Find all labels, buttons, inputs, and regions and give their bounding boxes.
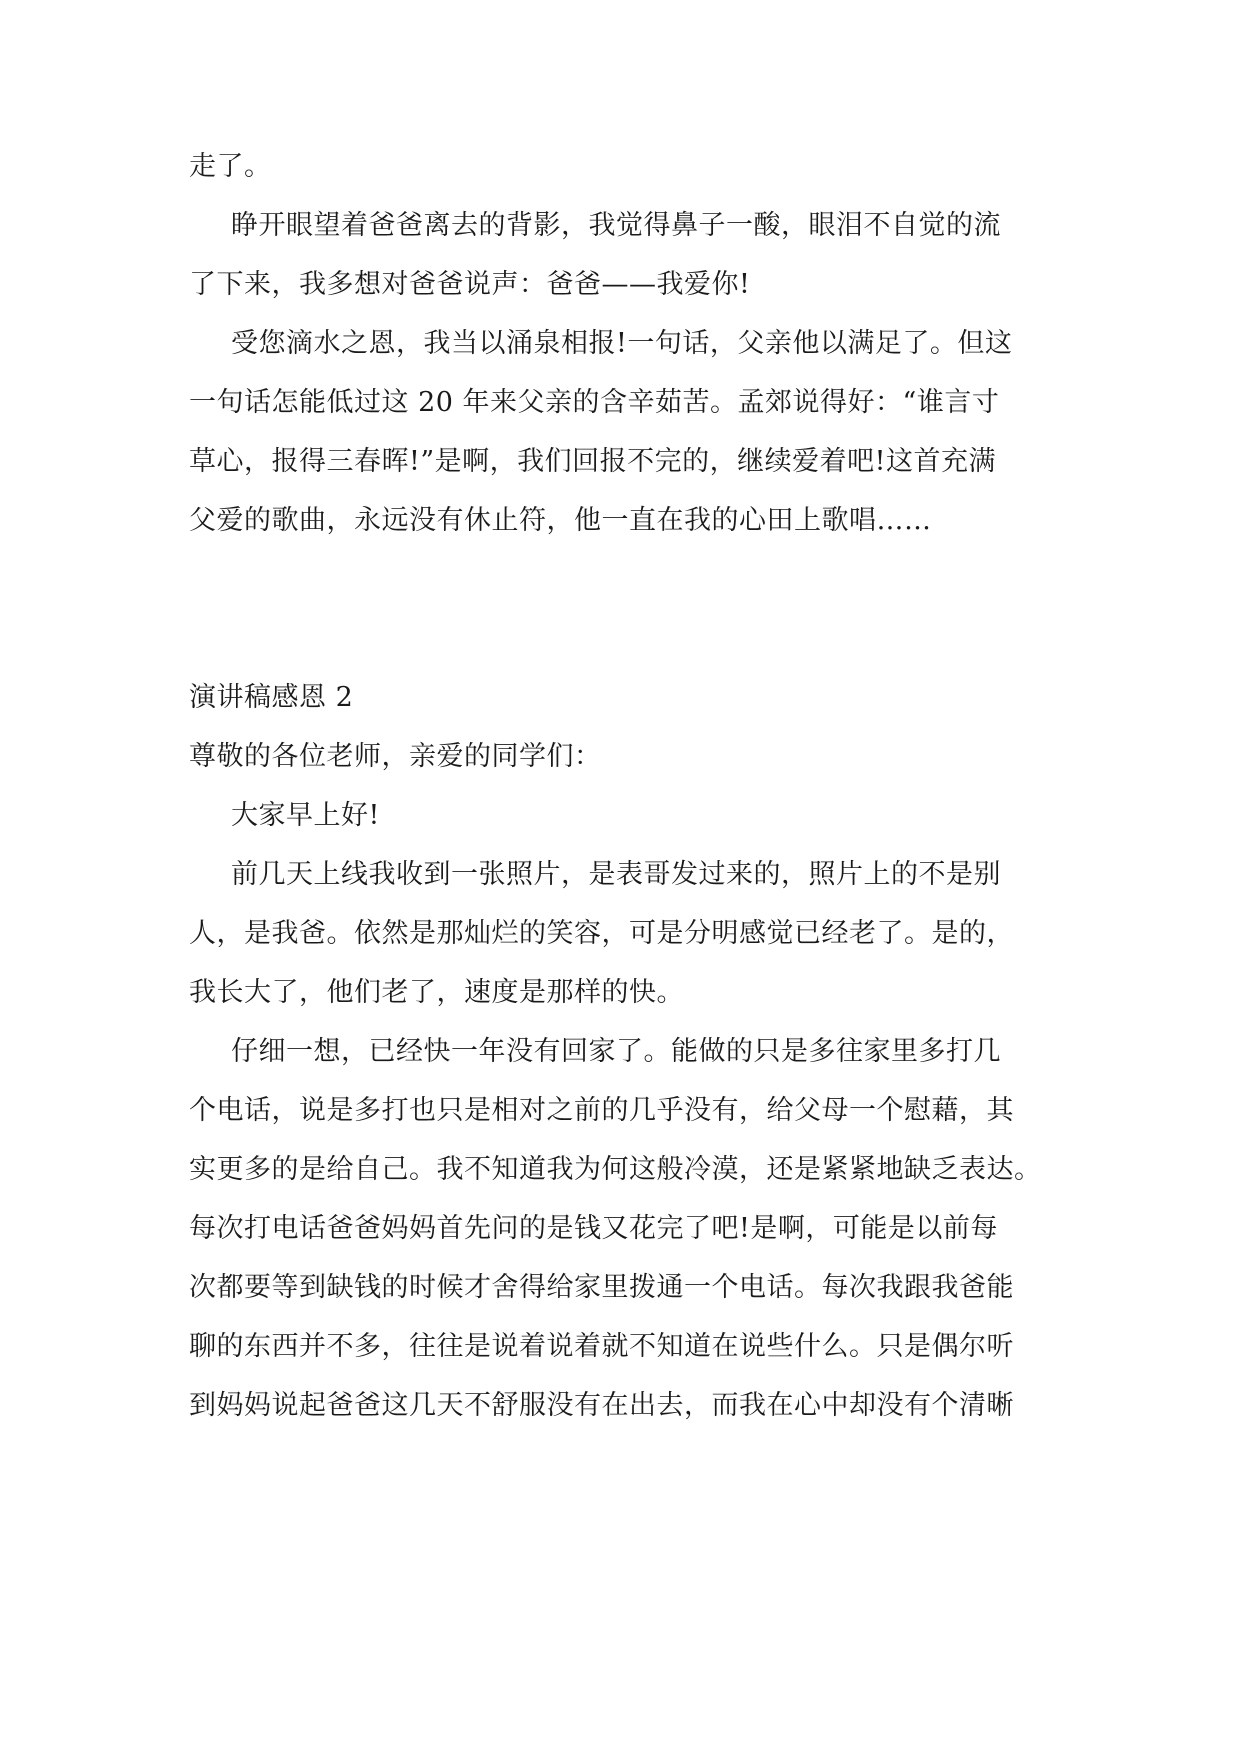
text-line: 仔细一想，已经快一年没有回家了。能做的只是多往家里多打几 — [231, 1036, 1001, 1067]
text-line: 实更多的是给自己。我不知道我为何这般冷漠，还是紧紧地缺乏表达。 — [189, 1154, 1042, 1185]
text-line: 睁开眼望着爸爸离去的背影，我觉得鼻子一酸，眼泪不自觉的流 — [231, 210, 1001, 241]
salutation: 尊敬的各位老师，亲爱的同学们： — [189, 741, 602, 772]
text-line: 了下来，我多想对爸爸说声：爸爸——我爱你! — [189, 269, 751, 300]
text-line: 前几天上线我收到一张照片，是表哥发过来的，照片上的不是别 — [231, 859, 1001, 890]
text-line: 人，是我爸。依然是那灿烂的笑容，可是分明感觉已经老了。是的， — [189, 918, 1014, 949]
text-line: 聊的东西并不多，往往是说着说着就不知道在说些什么。只是偶尔听 — [189, 1331, 1014, 1362]
text-line: 一句话怎能低过这 20 年来父亲的含辛茹苦。孟郊说得好：“谁言寸 — [189, 387, 1000, 418]
text-line: 到妈妈说起爸爸这几天不舒服没有在出去，而我在心中却没有个清晰 — [189, 1390, 1014, 1421]
text-line: 次都要等到缺钱的时候才舍得给家里拨通一个电话。每次我跟我爸能 — [189, 1272, 1014, 1303]
text-line: 草心，报得三春晖!”是啊，我们回报不完的，继续爱着吧!这首充满 — [189, 446, 997, 477]
section-title: 演讲稿感恩 2 — [189, 682, 354, 713]
text-line: 我长大了，他们老了，速度是那样的快。 — [189, 977, 684, 1008]
text-line: 父爱的歌曲，永远没有休止符，他一直在我的心田上歌唱…… — [189, 505, 932, 536]
text-line: 每次打电话爸爸妈妈首先问的是钱又花完了吧!是啊，可能是以前每 — [189, 1213, 998, 1244]
text-line: 受您滴水之恩，我当以涌泉相报!一句话，父亲他以满足了。但这 — [231, 328, 1013, 359]
text-line: 个电话，说是多打也只是相对之前的几乎没有，给父母一个慰藉，其 — [189, 1095, 1014, 1126]
greeting: 大家早上好! — [231, 800, 380, 831]
text-line: 走了。 — [189, 151, 272, 182]
